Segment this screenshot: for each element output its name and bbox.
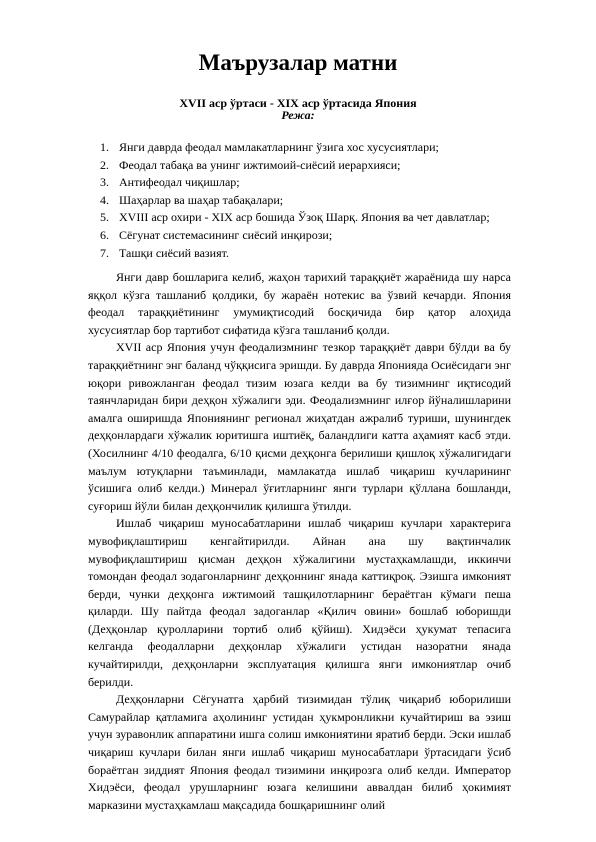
plan-list — [100, 139, 520, 262]
document-subtitle: XVII аср ўртаси - XIX аср ўртасида Япония — [179, 96, 417, 110]
plan-item — [100, 192, 520, 210]
plan-item-number: 2. — [100, 157, 109, 172]
plan-item-number: 3. — [100, 175, 109, 190]
plan-label: Режа: — [281, 108, 315, 122]
plan-item-number: 7. — [100, 245, 109, 260]
plan-item-number: 4. — [100, 192, 109, 207]
plan-item — [100, 174, 520, 192]
plan-item-text: Сёгунат системасининг сиёсий инқирози; — [119, 227, 333, 242]
plan-item-number: 5. — [100, 210, 109, 225]
plan-item — [100, 157, 520, 175]
plan-item-text: Антифеодал чиқишлар; — [119, 175, 240, 190]
paragraph: Ишлаб чиқариш муносабатларини ишлаб чиқариш кучлари характерига мувофиқлаштириш кенгайтирилди. Айнан ана шу вақтинчалик мувофиқлаштириш қисман деҳқон хўжалигини мустаҳкамлашди, иккинчи томондан феодал зодагонларнинг деҳқоннинг янада каттиқроқ. Эзишга имконият берди, чунки деҳқонга ижтимоий ташқилотларнинг бераётган кўмаги пеша қиларди. Шу пайтда феодал задоганлар «Қилич овини» бошлаб юборишди (Деҳқонлар қуролларини тортиб олиб қўйиш). Хидэёси ҳукумат тепасига келганда феодалларни деҳқонлар хўжалиги устидан назоратни янада кучайтирилди, деҳқонларни эксплуатация қилишга янги имкониятлар очиб берилди. — [88, 516, 511, 689]
plan-item-text: Шаҳарлар ва шаҳар табақалари; — [119, 192, 284, 207]
paragraph: XVII аср Япония учун феодализмнинг тезкор тараққиёт даври бўлди ва бу тараққиётнинг энг баланд чўққисига эришди. Бу даврда Японияда Осиёсидаги энг юқори ривожланган феодал тизим юзага келди ва бу тизимнинг иқтисодий таянчларидан бири деҳқон хўжалиги эди. Феодализмнинг илғор йўналишларини амалга оширишда Япониянинг регионал жиҳатдан ажралиб туриши, шунингдек деҳқонлардаги хўжалик юритишга иштиёқ, баландлиги катта аҳамият касб этди. (Хосилнинг 4/10 феодалга, 6/10 қисми деҳқонга берилиши қишлоқ хўжалигидаги маълум ютуқларни таъминлади, мамлакатда ишлаб чиқариш кучларининг ўсишига олиб келди.) Минерал ўғитларнинг янги турлари қўллана бошланди, суғориш йўли билан деҳқончилик қилишга ўтилди. — [88, 340, 511, 513]
plan-item-number: 1. — [100, 140, 109, 154]
plan-item-text: Янги даврда феодал мамлакатларнинг ўзига хос хусусиятлари; — [119, 140, 439, 154]
paragraph: Деҳқонларни Сёгунатга ҳарбий тизимидан тўлиқ чиқариб юборилиши Самурайлар қатламига аҳолининг устидан ҳукмронликни кучайтириш ва эзиш учун зуравонлик аппаратини ишга солиш имкониятини яратиб берди. Эски ишлаб чиқариш кучлари билан янги ишлаб чиқариш муносабатлари ўртасидаги ўсиб бораётган зиддият Япония феодал тизимини инқирозга олиб келди. Император Хидэёси, феодал урушларнинг юзага келишини аввалдан билиб ҳокимият марказини мустаҳкамлаш мақсадида бошқаришнинг олий — [88, 692, 511, 812]
plan-item — [100, 139, 520, 157]
plan-item-number: 6. — [100, 227, 109, 242]
body-text — [88, 269, 511, 814]
paragraph: Янги давр бошларига келиб, жаҳон тарихий тараққиёт жараёнида шу нарса яққол кўзга ташланиб қолдики, бу жараён нотекис ва ўзвий кечарди. Япония феодал тараққиётининг умумиқтисодий босқичида бир қатор алоҳида хусусиятлар бор тартибот сифатида кўзга ташланиб қолди. — [88, 270, 511, 337]
plan-item-text: Ташқи сиёсий вазият. — [119, 245, 229, 260]
plan-item — [100, 227, 520, 245]
plan-item — [100, 209, 520, 227]
document-title: Маърузалар матни — [198, 50, 398, 75]
plan-item — [100, 245, 520, 263]
plan-item-text: XVIII аср охири - XIX аср бошида Ўзоқ Шарқ. Япония ва чет давлатлар; — [119, 210, 490, 225]
plan-item-text: Феодал табақа ва унинг ижтимоий-сиёсий иерархияси; — [119, 157, 401, 172]
